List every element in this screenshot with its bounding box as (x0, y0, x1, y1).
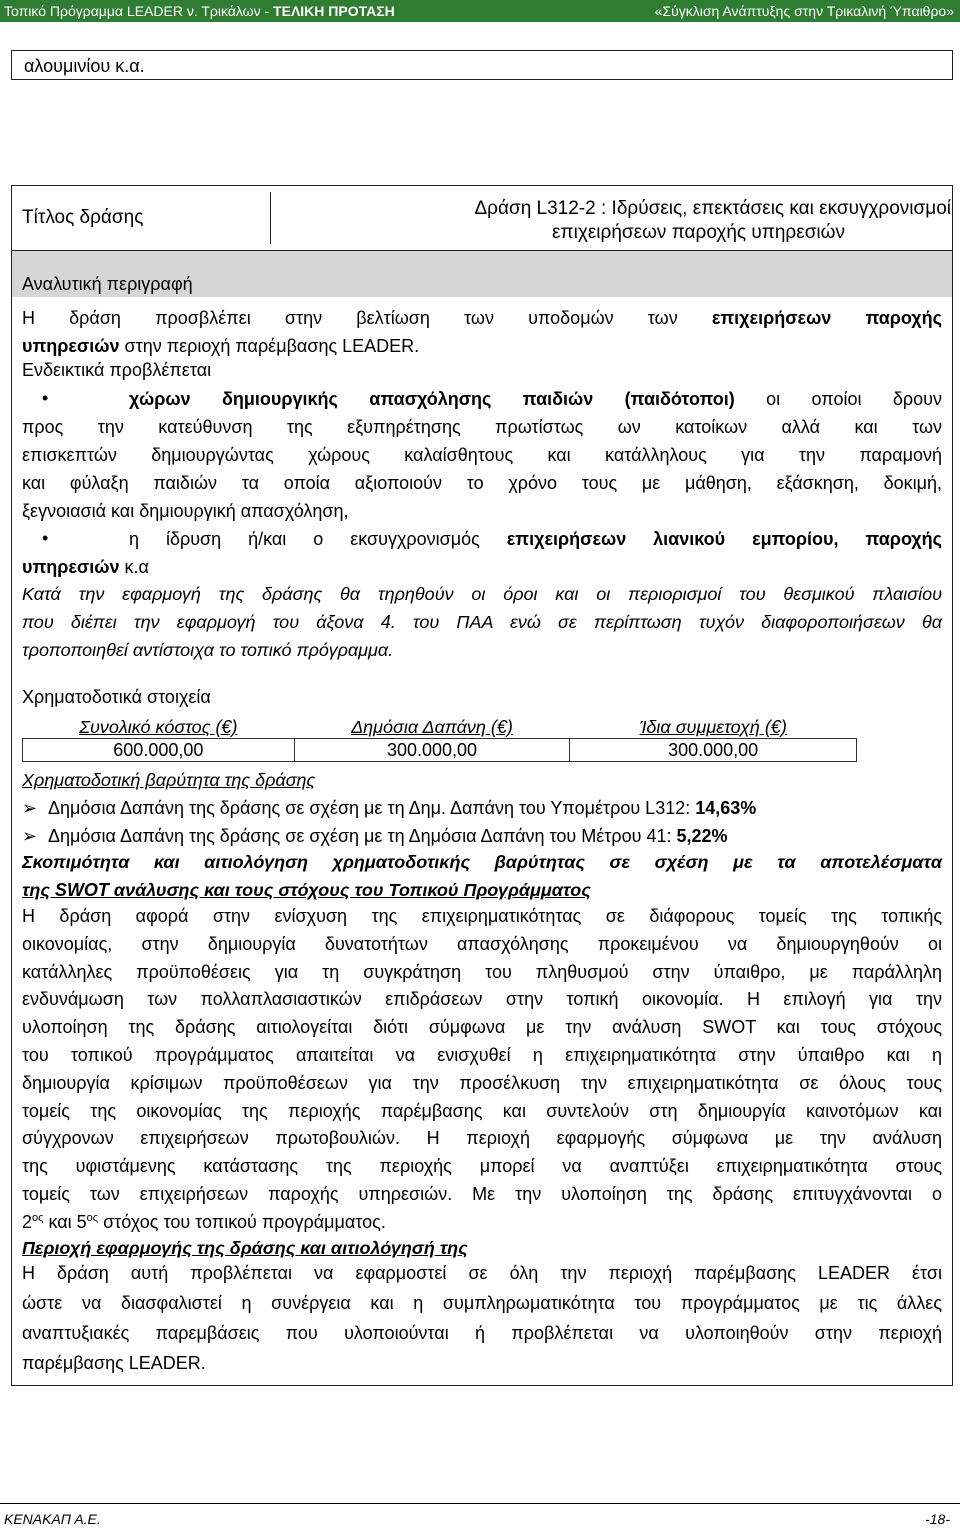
bullet2-bold: επιχειρήσεων λιανικού εμπορίου, παροχής (506, 529, 942, 549)
description-line2-plain: στην περιοχή παρέμβασης LEADER. (119, 336, 420, 356)
value-own-contribution: 300.000,00 (570, 739, 857, 762)
body-line: ενδυνάμωση των πολλαπλασιαστικών επιδράσεων στην τοπική οικονομία. Η επιλογή για την (22, 989, 942, 1010)
footer-rule (0, 1503, 960, 1504)
header-left-bold: ΤΕΛΙΚΗ ΠΡΟΤΑΣΗ (273, 3, 395, 19)
continuation-text: αλουμινίου κ.α. (24, 56, 145, 76)
header-right: «Σύγκλιση Ανάπτυξης στην Τρικαλινή Ύπαιθρο» (654, 3, 954, 19)
bullet2-line2 (22, 557, 149, 578)
detail-box (11, 250, 953, 1386)
bullet2-line1 (129, 529, 942, 550)
description-line2 (22, 336, 419, 357)
bullet-dot: • (42, 528, 49, 548)
weight-heading: Χρηματοδοτική βαρύτητα της δράσης (22, 770, 316, 790)
header-left-plain: Τοπικό Πρόγραμμα LEADER ν. Τρικάλων - (4, 3, 274, 19)
action-title-box (11, 185, 953, 251)
page-number: -18- (925, 1511, 950, 1527)
conditions-line2: που διέπει την εφαρμογή του άξονα 4. του ΠΑΑ ενώ σε περίπτωση τυχόν διαφοροποιήσεων θα (22, 612, 942, 632)
bullet2-line2-bold: υπηρεσιών (22, 557, 120, 577)
body-line: κατάλληλες προϋποθέσεις για τη συγκράτηση του πληθυσμού στην ύπαιθρο, με παράλληλη (22, 961, 942, 982)
bullet2-plain: η ίδρυση ή/και ο εκσυγχρονισμός (129, 529, 507, 549)
body-line: Η δράση αφορά στην ενίσχυση της επιχειρηματικότητας σε διάφορους τομείς της τοπικής (22, 906, 942, 926)
footer-company: ΚΕΝΑΚΑΠ Α.Ε. (4, 1511, 101, 1527)
body-line: τομείς της οικονομίας της περιοχής παρέμβασης και συντελούν στη δημιουργία καινοτόμων και (22, 1100, 942, 1121)
financial-value-row (23, 739, 857, 762)
col-own-contribution: Ίδια συμμετοχή (€) (570, 716, 857, 739)
bullet2-line2-plain: κ.α (119, 557, 149, 577)
body-line: αναπτυξιακές παρεμβάσεις που υλοποιούνται ή προβλέπεται να υλοποιηθούν στην περιοχή (22, 1323, 942, 1343)
action-title-line2: επιχειρήσεων παροχής υπηρεσιών (552, 222, 845, 243)
bullet1-line1 (129, 389, 942, 410)
bullet1-plain: οι οποίοι δρουν (734, 389, 942, 409)
financial-heading: Χρηματοδοτικά στοιχεία (22, 687, 211, 707)
body-line: του τοπικού προγράμματος απαιτείται να ενισχυθεί η επιχειρηματικότητα στην ύπαιθρο και η (22, 1045, 942, 1065)
bullet1-line2: προς την κατεύθυνση της εξυπηρέτησης πρωτίστως ων κατοίκων αλλά και των (22, 417, 942, 437)
action-title-line1: Δράση L312-2 : Ιδρύσεις, επεκτάσεις και εκσυγχρονισμοί (474, 198, 951, 219)
weight-item2-text: Δημόσια Δαπάνη της δράσης σε σχέση με τη Δημόσια Δαπάνη του Μέτρου 41: (48, 826, 677, 846)
bullet1-bold: χώρων δημιουργικής απασχόλησης παιδιών (παιδότοποι) (129, 389, 735, 409)
value-total-cost: 600.000,00 (23, 739, 295, 762)
value-public-expenditure: 300.000,00 (294, 739, 570, 762)
indicative-label: Ενδεικτικά προβλέπεται (22, 360, 212, 380)
arrow-icon: ➢ (22, 826, 38, 846)
description-line1 (22, 308, 942, 329)
description-line1-bold: επιχειρήσεων παροχής (711, 308, 942, 328)
weight-item1-text: Δημόσια Δαπάνη της δράσης σε σχέση με τη Δημ. Δαπάνη του Υπομέτρου L312: (48, 798, 696, 818)
bullet1-line5: ξεγνοιασιά και δημιουργική απασχόληση, (22, 501, 349, 521)
area-heading: Περιοχή εφαρμογής της δράσης και αιτιολόγησή της (22, 1238, 468, 1258)
body-line: ώστε να διασφαλιστεί η συνέργεια και η συμπληρωματικότητα του προγράμματος με τις άλλες (22, 1293, 942, 1313)
conditions-line1: Κατά την εφαρμογή της δράσης θα τηρηθούν οι όροι και οι περιορισμοί του θεσμικού πλαισίου (22, 584, 942, 604)
bullet-dot: • (42, 388, 49, 408)
page-footer (0, 1505, 960, 1528)
col-total-cost: Συνολικό κόστος (€) (23, 716, 295, 739)
goal-2: 2 (22, 1212, 33, 1232)
body-line: δημιουργία κρίσιμων προϋποθέσεων για την προσέλκυση την επιχειρηματικότητα σε όλους τους (22, 1072, 942, 1093)
arrow-icon: ➢ (22, 798, 38, 818)
area-last-line: παρέμβασης LEADER. (22, 1353, 206, 1373)
financial-table (22, 716, 857, 762)
goal-5: και 5 (43, 1212, 87, 1232)
body-line: Η δράση αυτή προβλέπεται να εφαρμοστεί σε όλη την περιοχή παρέμβασης LEADER έτσι (22, 1263, 942, 1283)
body-line: της υφιστάμενης κατάστασης της περιοχής μπορεί να αναπτύξει επιχειρηματικότητα στους (22, 1156, 942, 1177)
body-line: σύγχρονων επιχειρήσεων πρωτοβουλιών. Η περιοχή εφαρμογής σύμφωνα με την ανάλυση (22, 1128, 942, 1149)
body-line: υλοποίηση της δράσης αιτιολογείται διότι σύμφωνα με την ανάλυση SWOT και τους στόχους (22, 1017, 942, 1038)
col-public-expenditure: Δημόσια Δαπάνη (€) (294, 716, 570, 739)
bullet1-line4: και φύλαξη παιδιών τα οποία αξιοποιούν το χρόνο τους με μάθηση, εξάσκηση, δοκιμή, (22, 473, 942, 493)
goal-2-suffix: ος (32, 1212, 44, 1224)
bullet1-line3: επισκεπτών δημιουργώντας χώρους καλαίσθητους και κατάλληλους για την παραμονή (22, 445, 942, 465)
financial-header-row (23, 716, 857, 739)
conditions-line3: τροποποιηθεί αντίστοιχα το τοπικό πρόγραμμα. (22, 640, 394, 660)
action-title-cell (270, 192, 951, 244)
weight-item2-value: 5,22% (676, 826, 728, 846)
action-title-label: Τίτλος δράσης (22, 207, 144, 228)
goals-text: στόχος του τοπικού προγράμματος. (98, 1212, 386, 1232)
description-heading: Αναλυτική περιγραφή (22, 274, 193, 294)
header-left (4, 3, 395, 19)
justification-heading-line1: Σκοπιμότητα και αιτιολόγηση χρηματοδοτικής βαρύτητας σε σχέση με τα αποτελέσματα (22, 852, 942, 872)
description-line1-plain: Η δράση προσβλέπει στην βελτίωση των υποδομών των (22, 308, 712, 328)
justification-heading-line2: της SWOT ανάλυσης και τους στόχους του Τοπικού Προγράμματος (22, 880, 591, 900)
justification-last-line (22, 1212, 386, 1233)
page-header (0, 0, 960, 22)
description-line2-bold: υπηρεσιών (22, 336, 120, 356)
body-line: οικονομίας, στην δημιουργία δυνατοτήτων απασχόλησης προκειμένου να δημιουργηθούν οι (22, 933, 942, 954)
weight-item2 (22, 826, 728, 847)
weight-item1 (22, 798, 756, 819)
goal-5-suffix: ος (86, 1212, 99, 1224)
body-line: τομείς των επιχειρήσεων παροχής υπηρεσιών. Με την υλοποίηση της δράσης επιτυγχάνονται ο (22, 1184, 942, 1204)
weight-item1-value: 14,63% (695, 798, 757, 818)
continuation-box (11, 50, 953, 80)
